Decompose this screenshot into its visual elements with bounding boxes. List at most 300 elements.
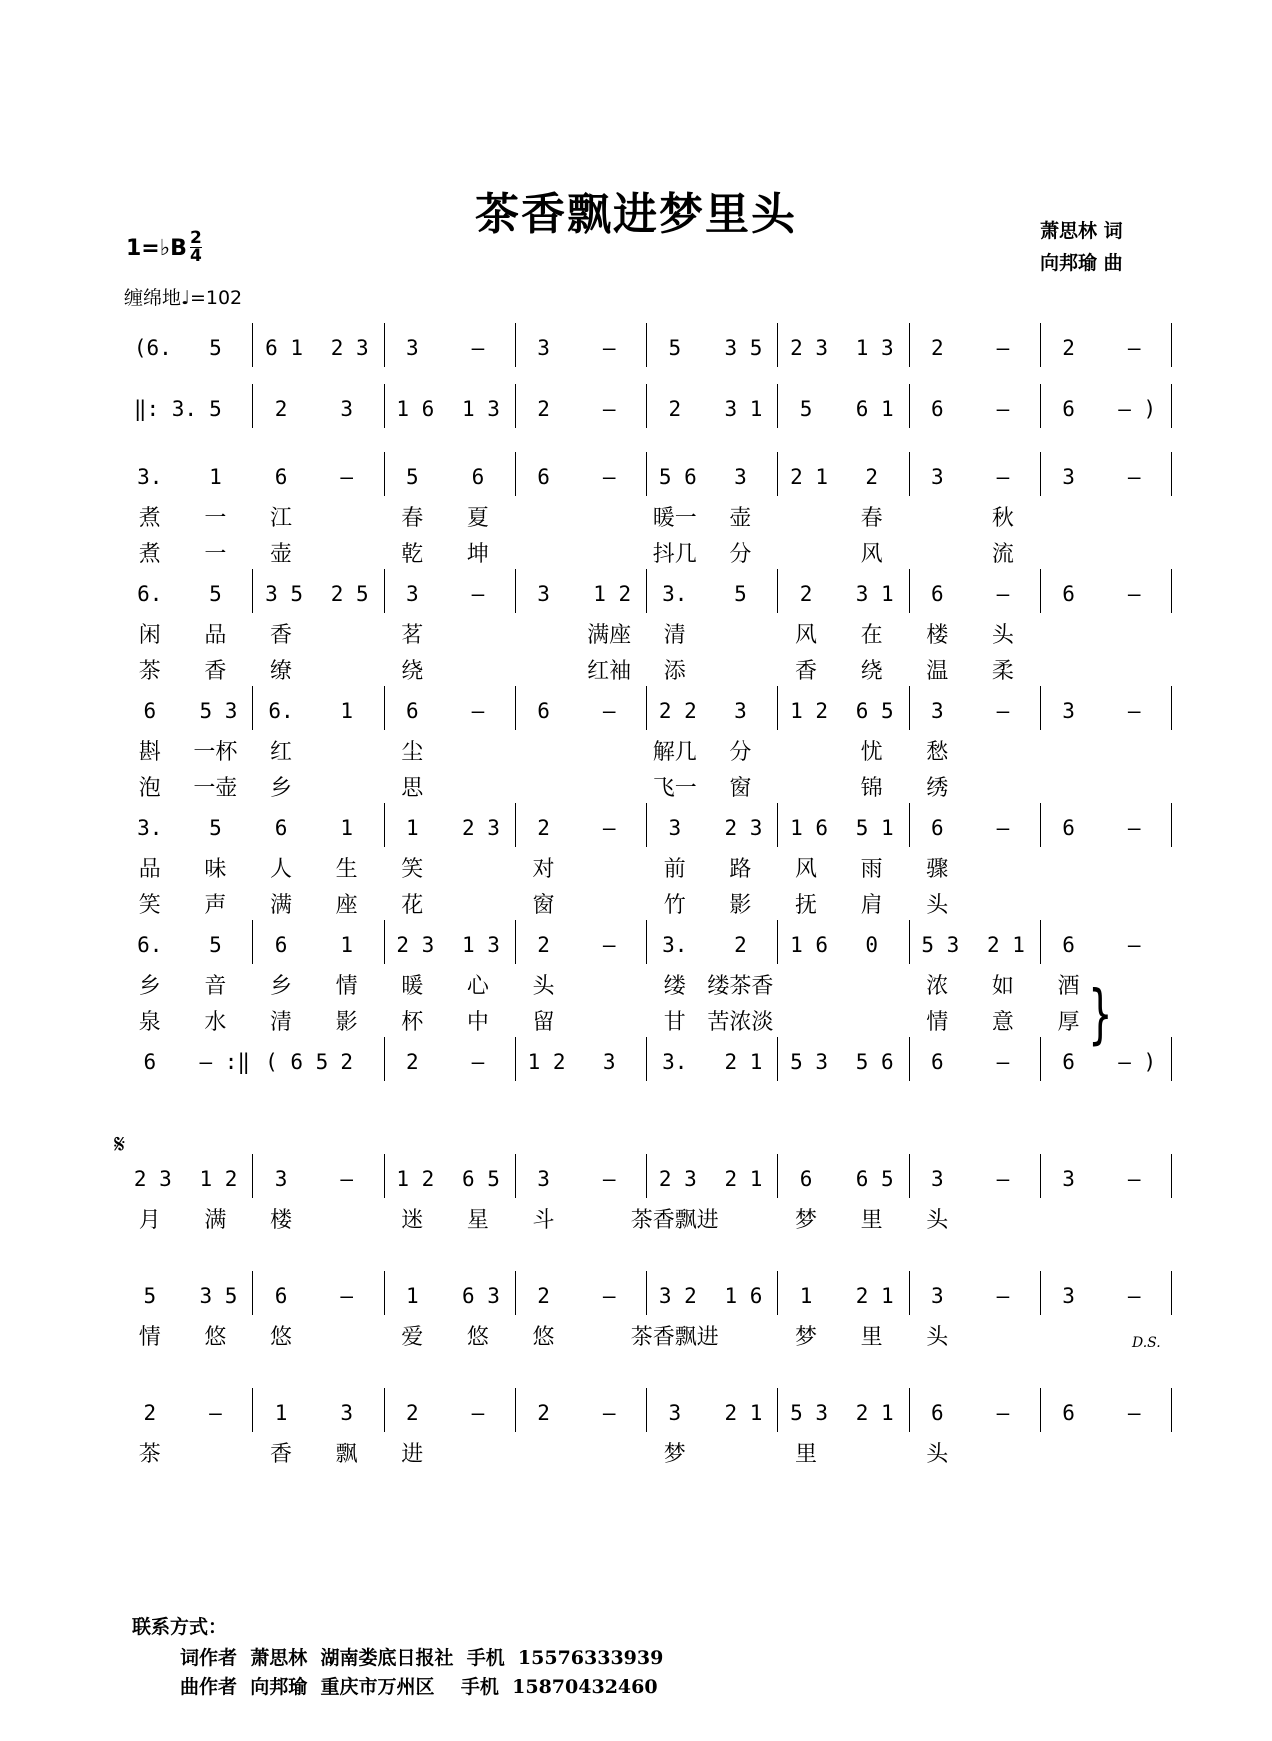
lyric-syllable: 头 (926, 1442, 949, 1467)
note: 6 (274, 933, 288, 957)
barline (1171, 323, 1172, 367)
lyric-syllable: 流 (991, 542, 1014, 567)
barline (384, 384, 385, 428)
barline (1040, 569, 1041, 613)
note: 3. (662, 582, 688, 606)
note: 1 (340, 699, 354, 723)
lyric-syllable: 暖 (401, 974, 424, 999)
note: – (1127, 1401, 1141, 1425)
note: 1 2 (593, 582, 632, 606)
lyric-syllable: 秋 (991, 506, 1014, 531)
note: – (1127, 582, 1141, 606)
barline (1040, 686, 1041, 730)
note: – (1127, 1284, 1141, 1308)
lyric-syllable: 坤 (466, 542, 489, 567)
lyric-syllable: 情 (335, 974, 358, 999)
lyric-syllable: 斗 (532, 1208, 555, 1233)
barline (646, 686, 647, 730)
lyric-syllable: 夏 (466, 506, 489, 531)
barline (1040, 1037, 1041, 1081)
lyric-syllable: 头 (926, 893, 949, 918)
lyric-syllable: 一 (204, 542, 227, 567)
lyric-syllable: 水 (204, 1010, 227, 1035)
lyric-syllable: 浓 (926, 974, 949, 999)
lyric-syllable: 一 (204, 506, 227, 531)
note: 3 (537, 1167, 550, 1191)
barline (1171, 452, 1172, 496)
notes-row (0, 1049, 1272, 1089)
note: – (996, 1050, 1010, 1074)
barline (1040, 803, 1041, 847)
note: – (1127, 465, 1141, 489)
lyric-syllable: 头 (991, 623, 1014, 648)
note: 6 (1062, 816, 1075, 840)
lyric-syllable: 清 (663, 623, 686, 648)
note: – (602, 336, 616, 360)
note: 2 (274, 397, 288, 421)
lyric-row (0, 774, 1272, 808)
note: 5 3 (199, 699, 238, 723)
note: 2 (537, 1401, 550, 1425)
note: (6. (133, 336, 172, 360)
lyric-syllable: 乡 (270, 776, 293, 801)
note: 3 (734, 699, 747, 723)
lyric-row (0, 1323, 1272, 1357)
lyric-syllable: 在 (860, 623, 883, 648)
note: 2 3 (330, 336, 369, 360)
lyric-syllable: 影 (729, 893, 752, 918)
note: – (996, 336, 1010, 360)
note: 2 1 (724, 1401, 763, 1425)
note: 2 3 (396, 933, 435, 957)
notes-row (0, 581, 1272, 621)
time-sig-bottom: 4 (190, 246, 202, 266)
note: 5 (668, 336, 682, 360)
note: 6 (143, 1050, 157, 1074)
note: 5 (799, 397, 813, 421)
note: 3 (602, 1050, 616, 1074)
note: 3 (1062, 465, 1075, 489)
note: 1 2 (790, 699, 828, 723)
lyric-syllable: 悠 (532, 1325, 555, 1350)
lyric-row (0, 1206, 1272, 1240)
notes-row (0, 1166, 1272, 1206)
barline (1171, 686, 1172, 730)
note: 2 2 (658, 699, 697, 723)
barline (252, 686, 253, 730)
note: – (602, 1401, 616, 1425)
note: 3. (137, 816, 163, 840)
note: 3 (668, 816, 682, 840)
barline (384, 1388, 385, 1432)
lyric-syllable: 对 (532, 857, 555, 882)
lyric-syllable: 品 (204, 623, 227, 648)
note: 6. (137, 933, 163, 957)
barline (777, 1271, 778, 1315)
barline (909, 920, 910, 964)
barline (252, 1271, 253, 1315)
lyric-syllable: 绕 (401, 659, 424, 684)
note: 1 6 (790, 933, 828, 957)
lyric-syllable: 骤 (926, 857, 949, 882)
lyric-syllable: 分 (729, 740, 752, 765)
note: – (602, 1284, 616, 1308)
note: 5 (143, 1284, 157, 1308)
note: – (340, 1284, 354, 1308)
lyric-syllable: 满 (270, 893, 293, 918)
barline (777, 1037, 778, 1081)
note: – (340, 465, 354, 489)
barline (384, 803, 385, 847)
barline (384, 1271, 385, 1315)
lyric-syllable: 酒 (1057, 974, 1080, 999)
lyricist-contact: 词作者 萧思林 湖南娄底日报社 手机 15576333939 (180, 1647, 664, 1669)
note: 3 1 (724, 397, 763, 421)
barline (252, 1154, 253, 1198)
note: 2 (930, 336, 944, 360)
barline (777, 920, 778, 964)
lyric-syllable: 锦 (860, 776, 883, 801)
note: 2 (405, 1050, 419, 1074)
barline (252, 920, 253, 964)
lyric-syllable: 飘 (335, 1442, 358, 1467)
note: 6 (471, 465, 485, 489)
note: – (996, 1284, 1010, 1308)
note: 2 1 (986, 933, 1025, 957)
note: 3 (930, 465, 944, 489)
lyric-syllable: 春 (860, 506, 883, 531)
barline (777, 384, 778, 428)
note: 1 6 (790, 816, 828, 840)
lyric-syllable: 路 (729, 857, 752, 882)
lyric-syllable: 江 (270, 506, 293, 531)
lyric-syllable: 风 (860, 542, 883, 567)
note: 6 (537, 465, 550, 489)
lyric-syllable: 愁 (926, 740, 949, 765)
barline (646, 452, 647, 496)
barline (1171, 569, 1172, 613)
barline (777, 452, 778, 496)
note: 1 (405, 1284, 419, 1308)
note: 3 (340, 1401, 354, 1425)
note: 2 5 (330, 582, 369, 606)
lyric-syllable: 甘 (663, 1010, 686, 1035)
verse-brace-icon: } (1088, 978, 1113, 1052)
note: 6 (1062, 582, 1075, 606)
barline (646, 384, 647, 428)
note: 3 5 (265, 582, 303, 606)
lyric-row (0, 738, 1272, 772)
notes-row (0, 1400, 1272, 1440)
tempo-marking: 缠绵地♩=102 (124, 287, 243, 309)
note: 1 (274, 1401, 288, 1425)
note: 2 (799, 582, 813, 606)
lyric-syllable: 茗 (401, 623, 424, 648)
barline (1171, 1037, 1172, 1081)
note: 3. (662, 1050, 688, 1074)
barline (646, 803, 647, 847)
lyric-syllable: 里 (860, 1208, 883, 1233)
time-signature (190, 230, 202, 265)
lyric-row (0, 855, 1272, 889)
barline (384, 323, 385, 367)
lyric-syllable: 星 (466, 1208, 489, 1233)
lyric-syllable: 香 (270, 623, 293, 648)
barline (515, 1037, 516, 1081)
note: – ) (1118, 1050, 1157, 1074)
note: 3 (734, 465, 747, 489)
note: 1 3 (855, 336, 894, 360)
lyric-syllable: 煮 (138, 542, 161, 567)
lyric-syllable: 茶香飘进 (630, 1208, 719, 1233)
note: 6 (930, 582, 944, 606)
lyric-syllable: 分 (729, 542, 752, 567)
lyric-syllable: 里 (860, 1325, 883, 1350)
lyric-syllable: 月 (138, 1208, 161, 1233)
lyric-syllable: 里 (795, 1442, 818, 1467)
barline (909, 569, 910, 613)
barline (777, 803, 778, 847)
note: – (996, 397, 1010, 421)
note: 6 (930, 816, 944, 840)
lyric-syllable: 一壶 (193, 776, 238, 801)
note: 1 3 (461, 933, 500, 957)
barline (646, 1037, 647, 1081)
lyric-syllable: 忧 (860, 740, 883, 765)
note: 3 2 (658, 1284, 697, 1308)
lyric-syllable: 缭 (270, 659, 293, 684)
lyric-row (0, 1440, 1272, 1474)
lyric-row (0, 540, 1272, 574)
ds-mark: D.S. (1132, 1335, 1161, 1351)
lyric-syllable: 如 (991, 974, 1014, 999)
note: 1 2 (527, 1050, 566, 1074)
lyric-row (0, 891, 1272, 925)
barline (777, 323, 778, 367)
note: 2 (537, 1284, 550, 1308)
barline (252, 569, 253, 613)
lyric-syllable: 添 (663, 659, 686, 684)
barline (646, 1154, 647, 1198)
note: – (471, 336, 485, 360)
note: 2 1 (724, 1050, 763, 1074)
barline (777, 1388, 778, 1432)
note: 2 1 (855, 1284, 894, 1308)
note: 5 (209, 336, 222, 360)
note: – (602, 933, 616, 957)
note: 5 3 (790, 1050, 828, 1074)
note: 3 (340, 397, 354, 421)
note: 5 3 (790, 1401, 828, 1425)
lyric-syllable: 声 (204, 893, 227, 918)
lyric-syllable: 笑 (138, 893, 161, 918)
note: – :‖ (199, 1050, 251, 1074)
note: 2 (143, 1401, 157, 1425)
note: – (602, 1167, 616, 1191)
barline (515, 686, 516, 730)
lyric-syllable: 绣 (926, 776, 949, 801)
barline (515, 803, 516, 847)
note: – (1127, 933, 1141, 957)
barline (1040, 323, 1041, 367)
lyric-syllable: 肩 (860, 893, 883, 918)
note: 5 3 (921, 933, 960, 957)
note: 1 6 (724, 1284, 763, 1308)
lyric-syllable: 缕 (663, 974, 686, 999)
barline (909, 452, 910, 496)
barline (909, 1271, 910, 1315)
lyric-syllable: 柔 (991, 659, 1014, 684)
note: 3 5 (724, 336, 763, 360)
barline (515, 920, 516, 964)
notes-row (0, 815, 1272, 855)
note: 3 (1062, 699, 1075, 723)
note: 1 3 (461, 397, 500, 421)
note: 1 2 (396, 1167, 435, 1191)
lyric-syllable: 情 (138, 1325, 161, 1350)
barline (252, 323, 253, 367)
lyric-syllable: 窗 (532, 893, 555, 918)
notes-row (0, 1283, 1272, 1323)
lyric-syllable: 品 (138, 857, 161, 882)
note: 5 (405, 465, 419, 489)
notes-row (0, 396, 1272, 436)
note: – (602, 699, 616, 723)
lyric-syllable: 进 (401, 1442, 424, 1467)
note: 2 (537, 816, 550, 840)
note: 2 3 (133, 1167, 172, 1191)
note: 2 1 (724, 1167, 763, 1191)
song-title: 茶香飘进梦里头 (475, 189, 797, 240)
note: 6 1 (855, 397, 894, 421)
note: 6 (274, 1284, 288, 1308)
notes-row (0, 932, 1272, 972)
lyricist-credit: 萧思林 词 (1040, 220, 1123, 242)
barline (646, 323, 647, 367)
lyric-syllable: 风 (795, 857, 818, 882)
lyric-syllable: 满座 (587, 623, 632, 648)
note: 6 (1062, 1050, 1075, 1074)
lyric-syllable: 头 (926, 1325, 949, 1350)
note: – (602, 816, 616, 840)
note: 2 3 (461, 816, 500, 840)
barline (1171, 803, 1172, 847)
barline (646, 1388, 647, 1432)
lyric-row (0, 1008, 1272, 1042)
note: – ) (1118, 397, 1157, 421)
note: 0 (865, 933, 879, 957)
note: 2 3 (790, 336, 828, 360)
note: 3 (537, 336, 550, 360)
note: 3 (668, 1401, 682, 1425)
lyric-syllable: 苦浓淡 (707, 1010, 774, 1035)
barline (384, 686, 385, 730)
lyric-syllable: 中 (466, 1010, 489, 1035)
lyric-syllable: 泡 (138, 776, 161, 801)
barline (1040, 920, 1041, 964)
barline (252, 384, 253, 428)
lyric-syllable: 缕茶香 (707, 974, 774, 999)
lyric-syllable: 头 (926, 1208, 949, 1233)
lyric-syllable: 人 (270, 857, 293, 882)
lyric-syllable: 香 (204, 659, 227, 684)
note: – (471, 582, 485, 606)
lyric-syllable: 抖几 (652, 542, 697, 567)
lyric-syllable: 笑 (401, 857, 424, 882)
lyric-syllable: 飞一 (652, 776, 697, 801)
lyric-syllable: 留 (532, 1010, 555, 1035)
barline (515, 384, 516, 428)
lyric-syllable: 竹 (663, 893, 686, 918)
barline (515, 323, 516, 367)
note: 3 (405, 582, 419, 606)
barline (1171, 1388, 1172, 1432)
lyric-syllable: 茶香飘进 (630, 1325, 719, 1350)
note: 5 (209, 933, 222, 957)
barline (384, 1037, 385, 1081)
barline (1040, 452, 1041, 496)
lyric-syllable: 厚 (1057, 1010, 1080, 1035)
note: 2 (1062, 336, 1075, 360)
lyric-row (0, 657, 1272, 691)
barline (515, 452, 516, 496)
note: 1 6 (396, 397, 435, 421)
note: – (471, 1401, 485, 1425)
notes-row (0, 698, 1272, 738)
segno-icon: 𝄋 (114, 1130, 126, 1160)
barline (384, 920, 385, 964)
barline (909, 1037, 910, 1081)
lyric-syllable: 悠 (204, 1325, 227, 1350)
lyric-syllable: 思 (401, 776, 424, 801)
barline (252, 1388, 253, 1432)
note: 2 3 (724, 816, 763, 840)
lyric-syllable: 香 (795, 659, 818, 684)
barline (1171, 384, 1172, 428)
note: 3 (930, 699, 944, 723)
lyric-syllable: 红袖 (587, 659, 632, 684)
note: ‖: 3. (133, 397, 198, 421)
note: – (996, 1401, 1010, 1425)
note: 6 5 (855, 1167, 894, 1191)
note: 2 (537, 397, 550, 421)
note: 3 1 (855, 582, 894, 606)
note: 3 (1062, 1167, 1075, 1191)
lyric-syllable: 茶 (138, 659, 161, 684)
lyric-syllable: 悠 (466, 1325, 489, 1350)
lyric-syllable: 春 (401, 506, 424, 531)
lyric-syllable: 乡 (138, 974, 161, 999)
notes-row (0, 464, 1272, 504)
lyric-syllable: 绕 (860, 659, 883, 684)
note: 6. (268, 699, 294, 723)
note: 1 (340, 933, 354, 957)
lyric-syllable: 茶 (138, 1442, 161, 1467)
barline (515, 1271, 516, 1315)
note: 2 1 (790, 465, 828, 489)
note: 6 (930, 397, 944, 421)
note: – (1127, 816, 1141, 840)
note: 5 (734, 582, 747, 606)
note: 6 (274, 816, 288, 840)
note: 5 1 (855, 816, 894, 840)
lyric-syllable: 闲 (138, 623, 161, 648)
barline (1171, 1154, 1172, 1198)
barline (1040, 1154, 1041, 1198)
lyric-syllable: 楼 (270, 1208, 293, 1233)
note: 5 6 (658, 465, 697, 489)
note: 1 2 (199, 1167, 238, 1191)
